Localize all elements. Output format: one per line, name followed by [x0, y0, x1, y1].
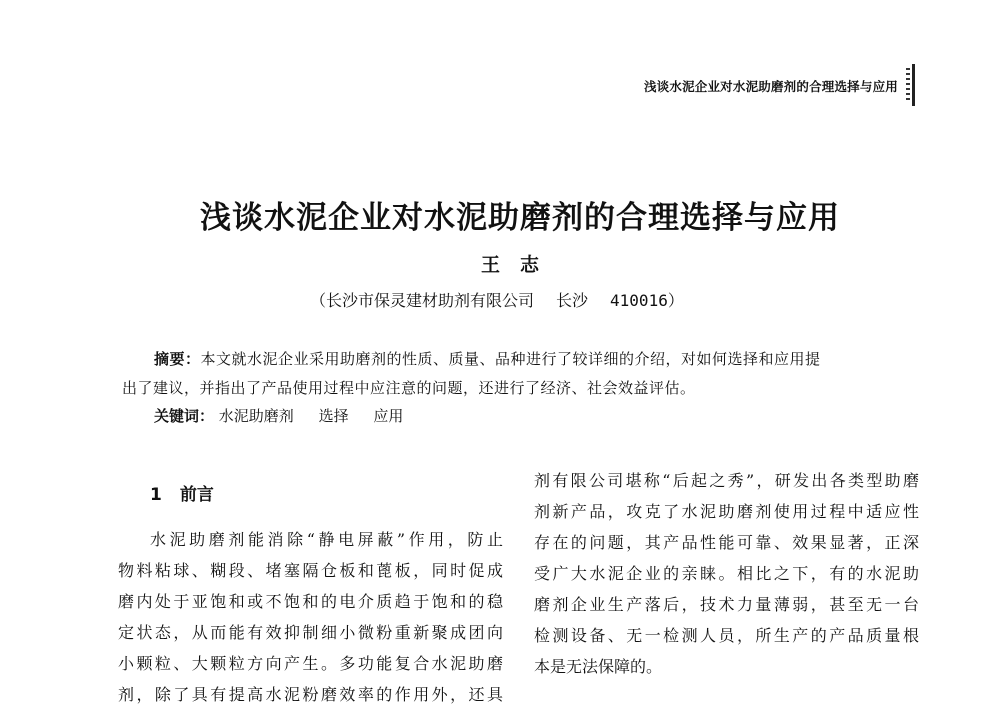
author-name: 王志 [480, 254, 559, 276]
affiliation [310, 288, 684, 311]
paragraph-line: 水泥助磨剂能消除“静电屏蔽”作用，防止 [150, 530, 503, 549]
affiliation-zip: 410016） [610, 291, 684, 310]
section-title: 前言 [179, 485, 214, 505]
header-mark-dots [906, 68, 910, 102]
paragraph-line: 存在的问题，其产品性能可靠、效果显著，正深 [534, 533, 919, 552]
abstract-line-1 [122, 345, 922, 374]
abstract [122, 345, 922, 403]
paragraph-line: 剂，除了具有提高水泥粉磨效率的作用外，还具 [118, 685, 503, 704]
keywords [154, 405, 423, 426]
paragraph-line: 磨内处于亚饱和或不饱和的电介质趋于饱和的稳 [118, 592, 503, 611]
paragraph-line: 本是无法保障的。 [534, 657, 663, 676]
paper-title: 浅谈水泥企业对水泥助磨剂的合理选择与应用 [200, 200, 840, 236]
affiliation-city: 长沙 [556, 291, 589, 310]
paragraph-line: 剂新产品，攻克了水泥助磨剂使用过程中适应性 [534, 502, 919, 521]
affiliation-org: （长沙市保灵建材助剂有限公司 [310, 291, 535, 310]
abstract-line-2: 出了建议，并指出了产品使用过程中应注意的问题，还进行了经济、社会效益评估。 [122, 379, 696, 397]
keyword: 水泥助磨剂 [218, 407, 294, 425]
paragraph-line: 受广大水泥企业的亲睐。相比之下，有的水泥助 [534, 564, 919, 583]
header-margin-mark [905, 64, 917, 106]
paragraph-line: 检测设备、无一检测人员，所生产的产品质量根 [534, 626, 919, 645]
abstract-label: 摘要： [154, 350, 201, 368]
keyword: 选择 [318, 407, 349, 425]
paragraph-line: 物料粘球、糊段、堵塞隔仓板和蓖板，同时促成 [118, 561, 503, 580]
paragraph-line: 剂有限公司堪称“后起之秀”，研发出各类型助磨 [534, 471, 919, 490]
paragraph-line: 小颗粒、大颗粒方向产生。多功能复合水泥助磨 [118, 654, 503, 673]
right-column [534, 465, 919, 682]
keyword: 应用 [373, 407, 404, 425]
section-heading [150, 480, 214, 505]
running-header: 浅谈水泥企业对水泥助磨剂的合理选择与应用 [643, 79, 898, 94]
header-mark-bar [912, 64, 915, 106]
abstract-text-1: 本文就水泥企业采用助磨剂的性质、质量、品种进行了较详细的介绍，对如何选择和应用提 [200, 350, 821, 368]
paragraph-line: 定状态，从而能有效抑制细小微粉重新聚成团向 [118, 623, 503, 642]
left-column [118, 524, 503, 710]
paragraph-line: 磨剂企业生产落后，技术力量薄弱，甚至无一台 [534, 595, 919, 614]
section-number: 1 [150, 485, 162, 505]
keywords-label: 关键词： [154, 407, 215, 425]
